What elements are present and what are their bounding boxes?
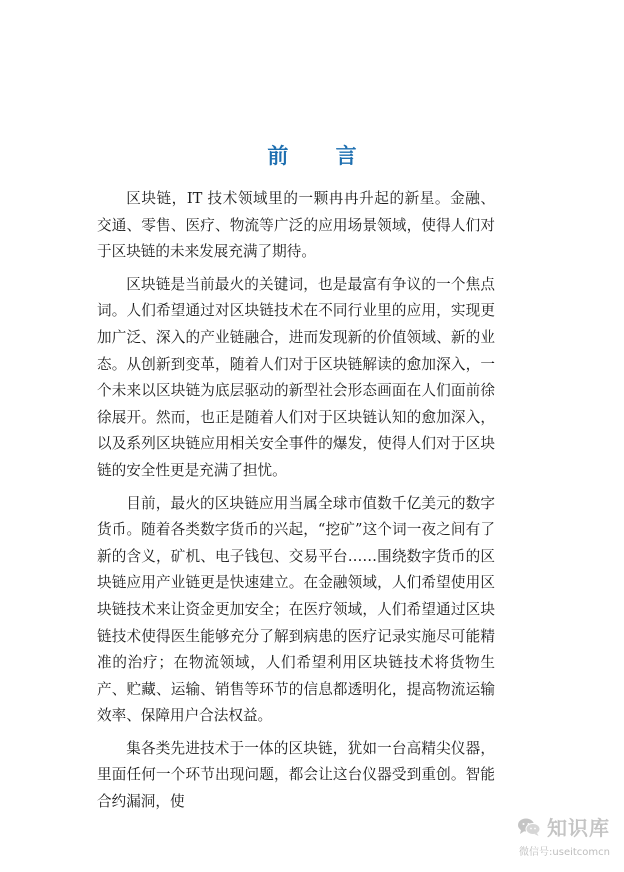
page-title: 前 言 [267, 144, 377, 169]
watermark [517, 812, 610, 858]
paragraph: 区块链是当前最火的关键词，也是最富有争议的一个焦点词。人们希望通过对区块链技术在不同行业里的应用，实现更加广泛、深入的产业链融合，进而发现新的价值领域、新的业态。从创新到变革，随着人们对于区块链解读的愈加深入，一个未来以区块链为底层驱动的新型社会形态画面在人们面前徐徐展开。然而，也正是随着人们对于区块链认知的愈加深入，以及系列区块链应用相关安全事件的爆发，使得人们对于区块链的安全性更是充满了担忧。 [97, 275, 495, 479]
body-text [97, 186, 495, 822]
wechat-icon [517, 817, 541, 837]
paragraph: 目前，最火的区块链应用当属全球市值数千亿美元的数字货币。随着各类数字货币的兴起，“挖矿”这个词一夜之间有了新的含义，矿机、电子钱包、交易平台……围绕数字货币的区块链应用产业链更是快速建立。在金融领域，人们希望使用区块链技术来让资金更加安全；在医疗领域，人们希望通过区块链技术使得医生能够充分了解到病患的医疗记录实施尽可能精准的治疗；在物流领域，人们希望利用区块链技术将货物生产、贮藏、运输、销售等环节的信息都透明化，提高物流运输效率、保障用户合法权益。 [97, 494, 495, 725]
watermark-subtitle: 微信号:useitcomcn [519, 847, 610, 858]
paragraph: 集各类先进技术于一体的区块链，犹如一台高精尖仪器，里面任何一个环节出现问题，都会让这台仪器受到重创。智能合约漏洞，使 [97, 739, 495, 811]
watermark-brand: 知识库 [547, 816, 610, 840]
paragraph: 区块链，IT 技术领域里的一颗冉冉升起的新星。金融、交通、零售、医疗、物流等广泛的应用场景领域，使得人们对于区块链的未来发展充满了期待。 [97, 190, 495, 261]
